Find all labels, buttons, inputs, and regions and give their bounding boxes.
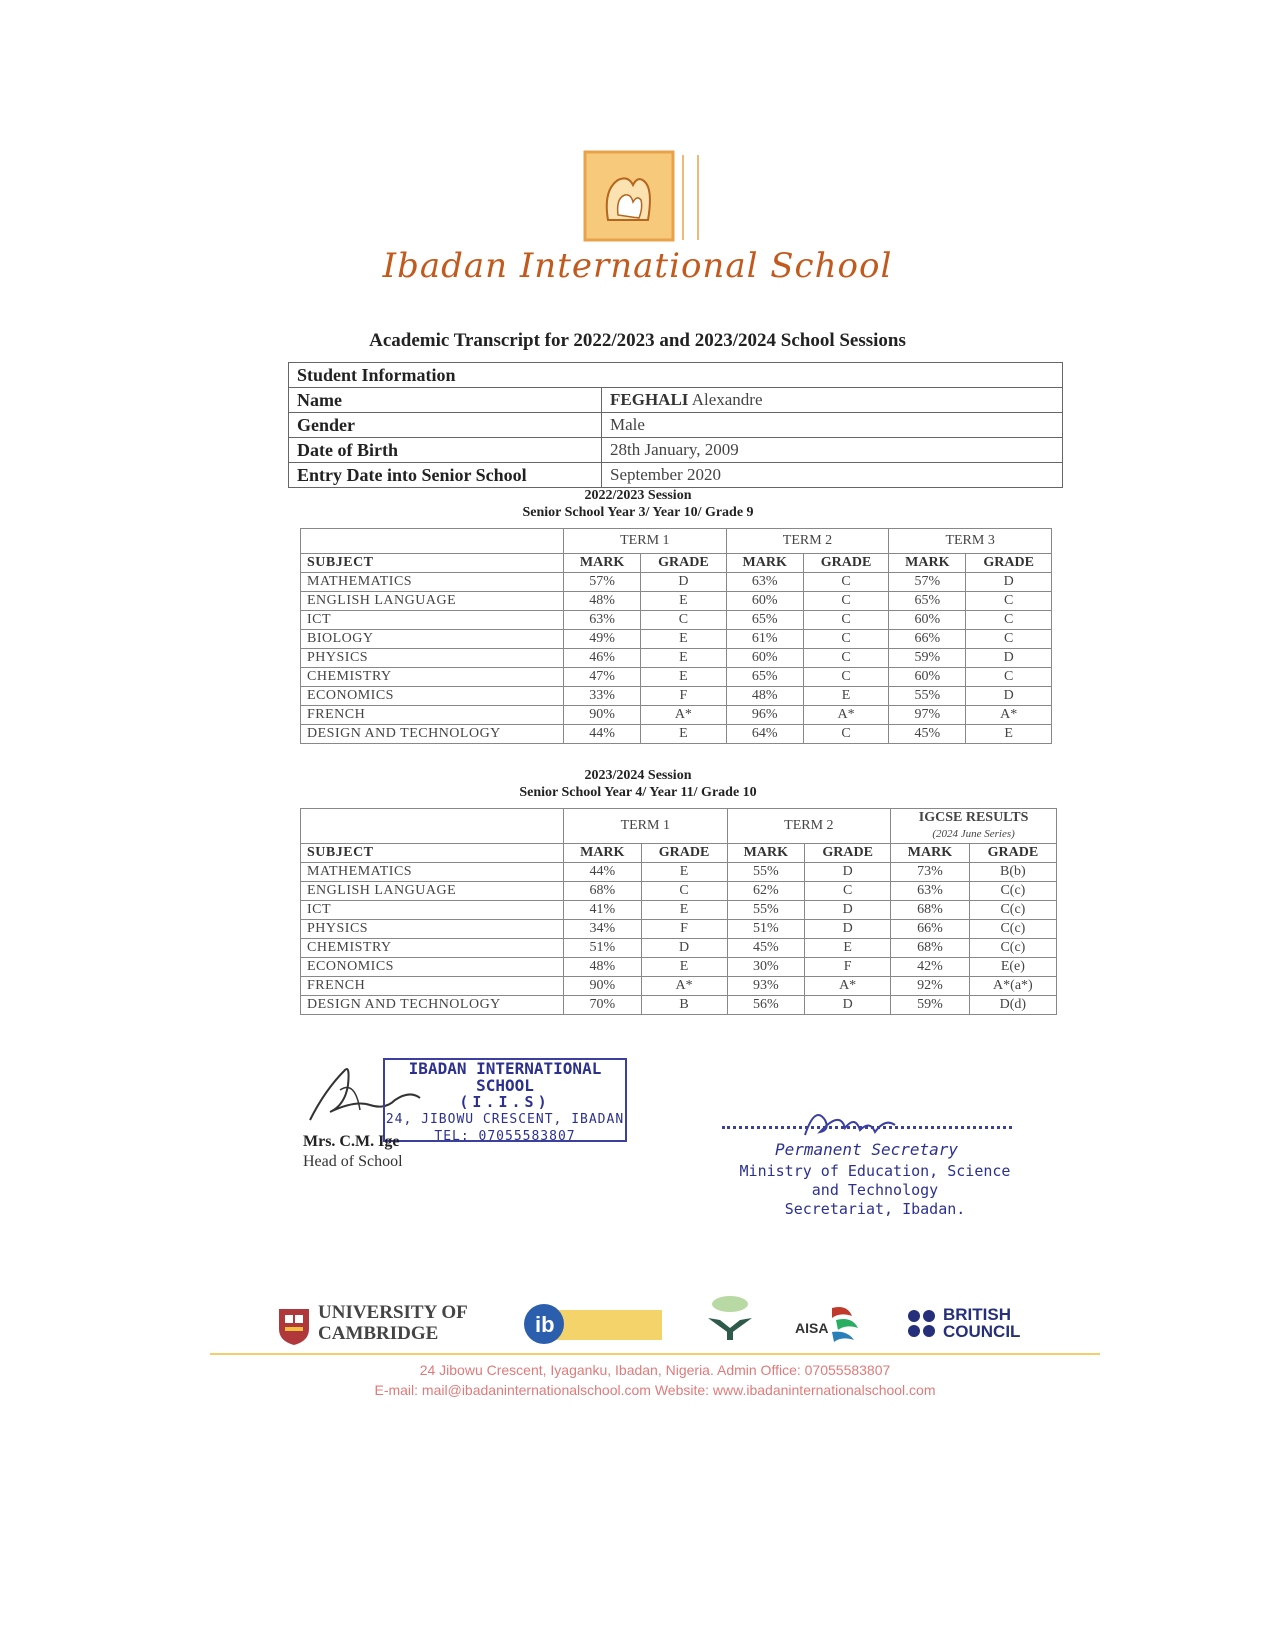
surname: FEGHALI	[610, 390, 689, 409]
info-value: September 2020	[602, 463, 1063, 488]
mark-cell: 60%	[889, 668, 966, 687]
signature-line	[722, 1126, 1012, 1129]
head-name: Mrs. C.M. Ige	[303, 1133, 400, 1150]
grade-header: GRADE	[805, 844, 891, 863]
student-info-heading: Student Information	[289, 363, 1063, 388]
grade-cell: C	[803, 649, 889, 668]
grade-header: GRADE	[641, 554, 727, 573]
grade-cell: C	[803, 573, 889, 592]
info-label: Date of Birth	[289, 438, 602, 463]
cambridge-shield-icon	[277, 1307, 311, 1347]
grade-cell: C	[803, 668, 889, 687]
subject-header: SUBJECT	[301, 554, 564, 573]
mark-cell: 66%	[891, 920, 970, 939]
mark-cell: 66%	[889, 630, 966, 649]
grade-cell: C	[966, 630, 1052, 649]
subject-cell: DESIGN AND TECHNOLOGY	[301, 996, 564, 1015]
mark-cell: 61%	[726, 630, 803, 649]
mark-cell: 45%	[889, 725, 966, 744]
mark-cell: 51%	[564, 939, 642, 958]
grade-cell: C	[803, 592, 889, 611]
ib-logo	[522, 1302, 662, 1346]
grade-cell: E	[641, 668, 727, 687]
mark-cell: 41%	[564, 901, 642, 920]
given-name: Alexandre	[688, 390, 763, 409]
blank-cell	[301, 529, 564, 554]
grade-cell: D	[805, 920, 891, 939]
grade-header: GRADE	[966, 554, 1052, 573]
subject-cell: ICT	[301, 901, 564, 920]
session1-grades-table	[300, 528, 1052, 744]
mark-cell: 64%	[726, 725, 803, 744]
mark-cell: 46%	[564, 649, 641, 668]
mark-cell: 57%	[889, 573, 966, 592]
grade-cell: D	[641, 573, 727, 592]
column-header-row	[301, 554, 1052, 573]
mark-cell: 60%	[726, 592, 803, 611]
mark-header: MARK	[726, 554, 803, 573]
subject-cell: PHYSICS	[301, 920, 564, 939]
subject-cell: FRENCH	[301, 706, 564, 725]
info-value: Male	[602, 413, 1063, 438]
mark-cell: 96%	[726, 706, 803, 725]
bc-line: BRITISH	[943, 1305, 1011, 1324]
grade-cell: D	[641, 939, 727, 958]
info-row	[289, 388, 1063, 413]
igcse-title: IGCSE RESULTS	[918, 810, 1029, 825]
grade-cell: A*	[641, 977, 727, 996]
grade-cell: A*	[805, 977, 891, 996]
school-logo	[583, 150, 713, 250]
mark-cell: 48%	[726, 687, 803, 706]
grade-header: GRADE	[969, 844, 1056, 863]
term-header: TERM 1	[564, 529, 727, 554]
grade-cell: D(d)	[969, 996, 1056, 1015]
mark-cell: 93%	[727, 977, 805, 996]
grade-cell: D	[966, 649, 1052, 668]
term-header: TERM 3	[889, 529, 1052, 554]
mark-cell: 65%	[726, 668, 803, 687]
term-header-row	[301, 809, 1057, 844]
mark-cell: 63%	[891, 882, 970, 901]
subject-cell: BIOLOGY	[301, 630, 564, 649]
info-row	[289, 438, 1063, 463]
mark-cell: 65%	[726, 611, 803, 630]
bc-line: COUNCIL	[943, 1322, 1021, 1341]
mark-cell: 33%	[564, 687, 641, 706]
grade-cell: F	[641, 687, 727, 706]
blank-cell	[301, 809, 564, 844]
subject-cell: CHEMISTRY	[301, 939, 564, 958]
grade-cell: D	[805, 901, 891, 920]
table-row	[301, 920, 1057, 939]
grade-cell: E	[641, 725, 727, 744]
grade-cell: A*(a*)	[969, 977, 1056, 996]
grade-cell: C(c)	[969, 882, 1056, 901]
grade-header: GRADE	[641, 844, 727, 863]
subject-cell: ECONOMICS	[301, 687, 564, 706]
cambridge-line: UNIVERSITY OF	[318, 1302, 468, 1323]
mark-cell: 51%	[727, 920, 805, 939]
info-value	[602, 388, 1063, 413]
mark-header: MARK	[564, 844, 642, 863]
grade-cell: F	[805, 958, 891, 977]
grade-cell: A*	[641, 706, 727, 725]
table-row	[301, 630, 1052, 649]
grade-cell: D	[805, 996, 891, 1015]
grade-cell: E	[641, 630, 727, 649]
grade-cell: C(c)	[969, 901, 1056, 920]
grade-cell: E	[803, 687, 889, 706]
cambridge-line: CAMBRIDGE	[318, 1323, 439, 1344]
table-row	[301, 725, 1052, 744]
mark-cell: 60%	[889, 611, 966, 630]
mark-cell: 56%	[727, 996, 805, 1015]
subject-cell: PHYSICS	[301, 649, 564, 668]
mark-header: MARK	[889, 554, 966, 573]
mark-cell: 68%	[891, 939, 970, 958]
grade-cell: A*	[966, 706, 1052, 725]
table-row	[301, 706, 1052, 725]
grade-header: GRADE	[803, 554, 889, 573]
school-name: Ibadan International School	[382, 246, 893, 286]
subject-cell: MATHEMATICS	[301, 573, 564, 592]
mark-cell: 73%	[891, 863, 970, 882]
mark-cell: 49%	[564, 630, 641, 649]
info-label: Entry Date into Senior School	[289, 463, 602, 488]
grade-cell: C	[803, 725, 889, 744]
association-logo	[700, 1290, 760, 1350]
stamp-line: 24, JIBOWU CRESCENT, IBADAN	[385, 1112, 625, 1127]
secretary-title: Permanent Secretary	[775, 1140, 959, 1159]
mark-cell: 59%	[889, 649, 966, 668]
mark-cell: 65%	[889, 592, 966, 611]
mark-cell: 55%	[727, 901, 805, 920]
table-row	[301, 668, 1052, 687]
table-row	[301, 573, 1052, 592]
footer-divider	[210, 1353, 1100, 1355]
footer-address	[210, 1360, 1100, 1400]
grade-cell: B(b)	[969, 863, 1056, 882]
mark-cell: 90%	[564, 977, 642, 996]
grade-cell: C(c)	[969, 939, 1056, 958]
ministry-line: Secretariat, Ibadan.	[784, 1200, 966, 1218]
student-info-table	[288, 362, 1063, 488]
table-row	[301, 977, 1057, 996]
mark-cell: 44%	[564, 863, 642, 882]
subject-header: SUBJECT	[301, 844, 564, 863]
grade-cell: E	[641, 958, 727, 977]
mark-cell: 34%	[564, 920, 642, 939]
mark-cell: 47%	[564, 668, 641, 687]
subject-cell: DESIGN AND TECHNOLOGY	[301, 725, 564, 744]
mark-cell: 62%	[727, 882, 805, 901]
igcse-series: (2024 June Series)	[932, 828, 1015, 840]
mark-cell: 57%	[564, 573, 641, 592]
address-line: 24 Jibowu Crescent, Iyaganku, Ibadan, Nigeria. Admin Office: 07055583807	[419, 1362, 891, 1378]
term-header: TERM 2	[726, 529, 889, 554]
british-council-icon	[907, 1309, 937, 1339]
term-header-row	[301, 529, 1052, 554]
table-row	[301, 958, 1057, 977]
subject-cell: ENGLISH LANGUAGE	[301, 882, 564, 901]
table-row	[301, 882, 1057, 901]
mark-cell: 44%	[564, 725, 641, 744]
session2-heading	[338, 767, 938, 801]
mark-header: MARK	[564, 554, 641, 573]
session2-subtitle: Senior School Year 4/ Year 11/ Grade 10	[519, 785, 757, 800]
info-row	[289, 463, 1063, 488]
table-row	[301, 939, 1057, 958]
session1-title: 2022/2023 Session	[584, 488, 692, 503]
grade-cell: D	[805, 863, 891, 882]
british-council-logo	[943, 1306, 1020, 1340]
grade-cell: C	[641, 882, 727, 901]
mark-cell: 70%	[564, 996, 642, 1015]
mark-cell: 63%	[564, 611, 641, 630]
table-row	[301, 649, 1052, 668]
subject-cell: ECONOMICS	[301, 958, 564, 977]
subject-cell: ENGLISH LANGUAGE	[301, 592, 564, 611]
mark-cell: 59%	[891, 996, 970, 1015]
column-header-row	[301, 844, 1057, 863]
grade-cell: C	[966, 611, 1052, 630]
grade-cell: D	[966, 573, 1052, 592]
info-row	[289, 413, 1063, 438]
table-row	[301, 687, 1052, 706]
svg-text:ib: ib	[535, 1312, 555, 1337]
session2-title: 2023/2024 Session	[584, 768, 692, 783]
subject-cell: MATHEMATICS	[301, 863, 564, 882]
term-header: TERM 1	[564, 809, 728, 844]
ministry-line: Ministry of Education, Science and Technology	[739, 1162, 1011, 1199]
session1-heading	[338, 487, 938, 521]
grade-cell: C	[803, 611, 889, 630]
grade-cell: C(c)	[969, 920, 1056, 939]
subject-cell: FRENCH	[301, 977, 564, 996]
grade-cell: C	[641, 611, 727, 630]
grade-cell: E	[966, 725, 1052, 744]
document-title: Academic Transcript for 2022/2023 and 2023/2024 School Sessions	[369, 330, 906, 351]
mark-cell: 60%	[726, 649, 803, 668]
grade-cell: E	[641, 901, 727, 920]
mark-header: MARK	[727, 844, 805, 863]
mark-cell: 68%	[564, 882, 642, 901]
mark-cell: 90%	[564, 706, 641, 725]
subject-cell: CHEMISTRY	[301, 668, 564, 687]
mark-cell: 92%	[891, 977, 970, 996]
mark-cell: 48%	[564, 592, 641, 611]
mark-cell: 45%	[727, 939, 805, 958]
table-row	[301, 863, 1057, 882]
mark-cell: 63%	[726, 573, 803, 592]
grade-cell: C	[803, 630, 889, 649]
mark-cell: 30%	[727, 958, 805, 977]
stamp-line: (I.I.S)	[459, 1093, 551, 1111]
grade-cell: E	[641, 863, 727, 882]
mark-cell: 55%	[889, 687, 966, 706]
table-row	[301, 901, 1057, 920]
grade-cell: E	[641, 649, 727, 668]
grade-cell: C	[805, 882, 891, 901]
mark-header: MARK	[891, 844, 970, 863]
ministry-stamp	[725, 1162, 1025, 1219]
info-label: Name	[289, 388, 602, 413]
info-label: Gender	[289, 413, 602, 438]
grade-cell: A*	[803, 706, 889, 725]
grade-cell: C	[966, 668, 1052, 687]
mark-cell: 48%	[564, 958, 642, 977]
table-row	[301, 592, 1052, 611]
igcse-header	[891, 809, 1057, 844]
cambridge-logo	[318, 1302, 468, 1344]
head-title: Head of School	[303, 1153, 403, 1170]
stamp-line: IBADAN INTERNATIONAL SCHOOL	[408, 1059, 602, 1095]
secretary-signature	[800, 1100, 910, 1145]
table-row	[301, 996, 1057, 1015]
grade-cell: B	[641, 996, 727, 1015]
school-stamp	[383, 1058, 627, 1142]
grade-cell: E	[805, 939, 891, 958]
stamp-line: TEL: 07055583807	[434, 1129, 576, 1144]
grade-cell: F	[641, 920, 727, 939]
info-value: 28th January, 2009	[602, 438, 1063, 463]
mark-cell: 55%	[727, 863, 805, 882]
mark-cell: 42%	[891, 958, 970, 977]
mark-cell: 97%	[889, 706, 966, 725]
grade-cell: E(e)	[969, 958, 1056, 977]
subject-cell: ICT	[301, 611, 564, 630]
grade-cell: D	[966, 687, 1052, 706]
session2-grades-table	[300, 808, 1057, 1015]
contact-line: E-mail: mail@ibadaninternationalschool.com Website: www.ibadaninternationalschool.com	[374, 1382, 936, 1398]
table-row	[301, 611, 1052, 630]
grade-cell: E	[641, 592, 727, 611]
session1-subtitle: Senior School Year 3/ Year 10/ Grade 9	[522, 505, 754, 520]
aisa-label: AISA	[795, 1320, 829, 1336]
grade-cell: C	[966, 592, 1052, 611]
mark-cell: 68%	[891, 901, 970, 920]
term-header: TERM 2	[727, 809, 891, 844]
